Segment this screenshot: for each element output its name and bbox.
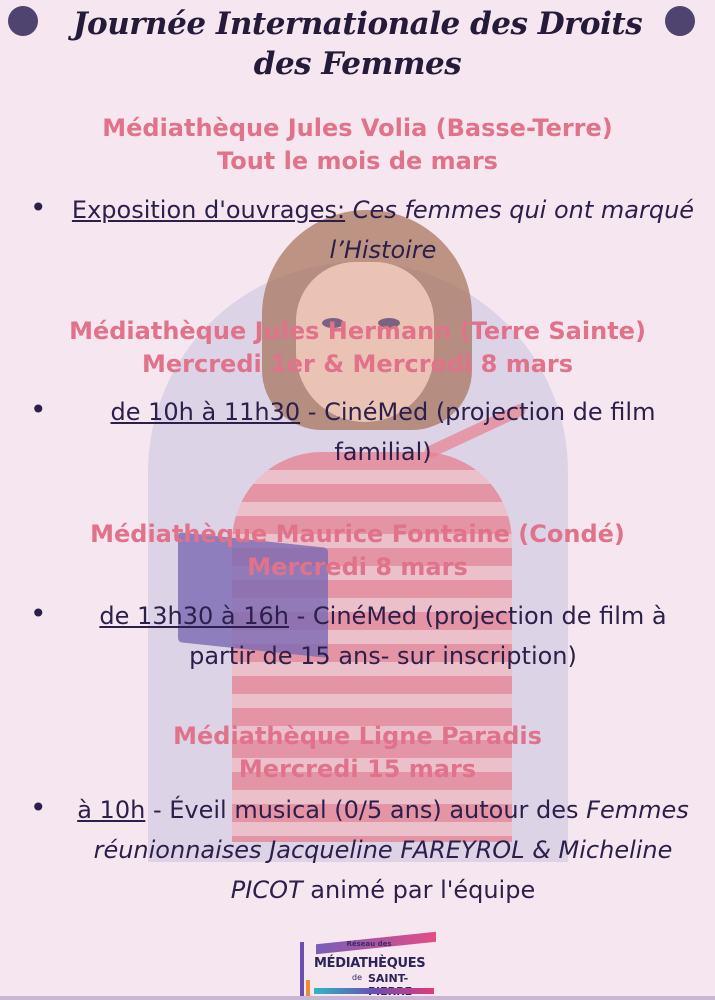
venue-heading-3 — [40, 518, 675, 584]
event-lead: Exposition d'ouvrages: — [71, 196, 346, 224]
mediatheques-logo — [300, 940, 440, 998]
event-time: de 10h à 11h30 — [110, 398, 301, 426]
page-title: Journée Internationale des Droits des Femmes — [72, 6, 643, 82]
event-time: à 10h — [77, 796, 146, 824]
bullet: • — [30, 791, 47, 824]
event-item-1 — [30, 190, 700, 270]
event-detail: - Éveil musical (0/5 ans) autour des — [145, 796, 587, 824]
event-detail: - CinéMed (projection de film à partir de 15 ans- sur inscription) — [189, 602, 667, 670]
venue-heading-1 — [40, 112, 675, 178]
venue-date: Tout le mois de mars — [217, 147, 498, 175]
logo-stripe — [314, 988, 434, 994]
venue-name: Médiathèque Ligne Paradis — [173, 722, 542, 750]
venue-name: Médiathèque Jules Volia (Basse-Terre) — [102, 114, 613, 142]
event-detail-end: animé par l'équipe — [302, 876, 536, 904]
venue-name: Médiathèque Jules Hermann (Terre Sainte) — [69, 317, 646, 345]
logo-bar — [300, 942, 304, 996]
event-people: Femmes réunionnaises Jacqueline FAREYROL & Micheline PICOT — [93, 796, 689, 904]
bullet: • — [30, 191, 47, 224]
decor-dot-right — [665, 6, 695, 36]
event-time: de 13h30 à 16h — [99, 602, 289, 630]
venue-date: Mercredi 15 mars — [238, 755, 477, 783]
logo-main-text: MÉDIATHÈQUES — [314, 956, 426, 971]
bottom-strip — [0, 996, 715, 1000]
event-item-2 — [30, 392, 700, 472]
venue-heading-4 — [40, 720, 675, 786]
event-detail: Ces femmes qui ont marqué l’Histoire — [329, 196, 695, 264]
venue-date: Mercredi 1er & Mercredi 8 mars — [141, 350, 574, 378]
venue-date: Mercredi 8 mars — [247, 553, 468, 581]
bullet: • — [30, 393, 47, 426]
event-item-3 — [30, 596, 700, 676]
event-detail: - CinéMed (projection de film familial) — [300, 398, 656, 466]
decor-dot-left — [8, 6, 38, 36]
logo-de: de — [352, 973, 362, 982]
venue-name: Médiathèque Maurice Fontaine (Condé) — [90, 520, 625, 548]
venue-heading-2 — [40, 315, 675, 381]
bullet: • — [30, 597, 47, 630]
logo-place: SAINT- — [368, 972, 409, 985]
logo-subtitle: Réseau des — [346, 940, 392, 948]
event-item-4 — [30, 790, 700, 910]
